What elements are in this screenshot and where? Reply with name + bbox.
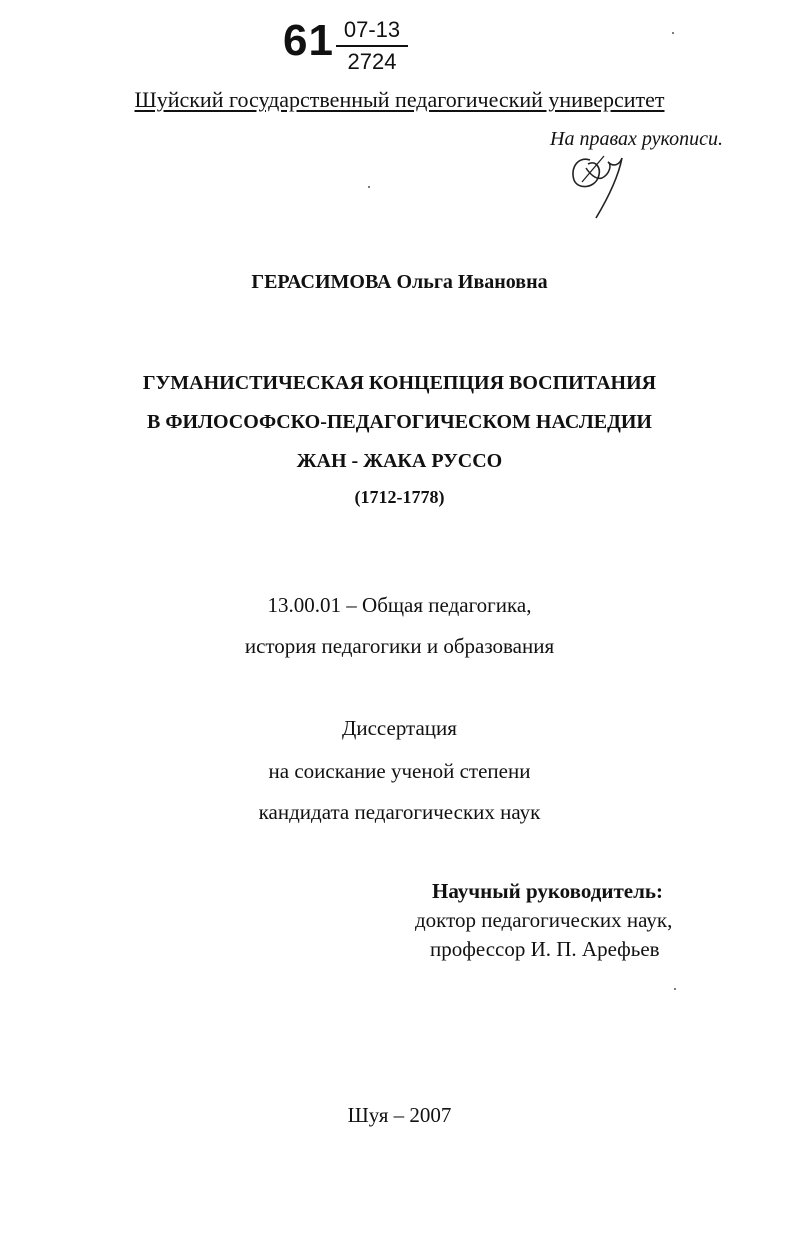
manuscript-rights: На правах рукописи. bbox=[550, 128, 723, 150]
degree-line-1: Диссертация bbox=[342, 716, 457, 740]
author-given-names: Ольга Ивановна bbox=[396, 271, 548, 293]
author-surname: ГЕРАСИМОВА bbox=[251, 271, 392, 293]
advisor-name: профессор И. П. Арефьев bbox=[430, 937, 660, 961]
specialty-line-2: история педагогики и образования bbox=[244, 634, 555, 658]
degree-line-2: на соискание ученой степени bbox=[268, 759, 531, 783]
stamp-numerator: 07-13 bbox=[343, 17, 401, 42]
stamp-fraction-bar bbox=[336, 45, 408, 47]
stamp-code: 61 bbox=[283, 16, 334, 65]
title-line-2: В ФИЛОСОФСКО-ПЕДАГОГИЧЕСКОМ НАСЛЕДИИ bbox=[147, 411, 652, 433]
university-name: Шуйский государственный педагогический университет bbox=[134, 87, 665, 112]
author-name bbox=[0, 271, 799, 294]
scan-speck bbox=[672, 32, 674, 34]
place-year: Шуя – 2007 bbox=[347, 1103, 452, 1127]
title-years: (1712-1778) bbox=[354, 487, 445, 507]
signature-icon bbox=[560, 138, 640, 222]
stamp-denominator: 2724 bbox=[347, 49, 397, 74]
scan-speck bbox=[368, 186, 370, 188]
title-line-1: ГУМАНИСТИЧЕСКАЯ КОНЦЕПЦИЯ ВОСПИТАНИЯ bbox=[142, 372, 657, 394]
stamp-fraction bbox=[336, 18, 408, 74]
advisor-heading: Научный руководитель: bbox=[432, 879, 663, 903]
advisor-degree: доктор педагогических наук, bbox=[415, 908, 673, 932]
scan-speck bbox=[674, 988, 676, 990]
specialty-line-1: 13.00.01 – Общая педагогика, bbox=[267, 593, 532, 617]
degree-line-3: кандидата педагогических наук bbox=[258, 800, 541, 824]
title-line-3: ЖАН - ЖАКА РУССО bbox=[296, 450, 503, 472]
